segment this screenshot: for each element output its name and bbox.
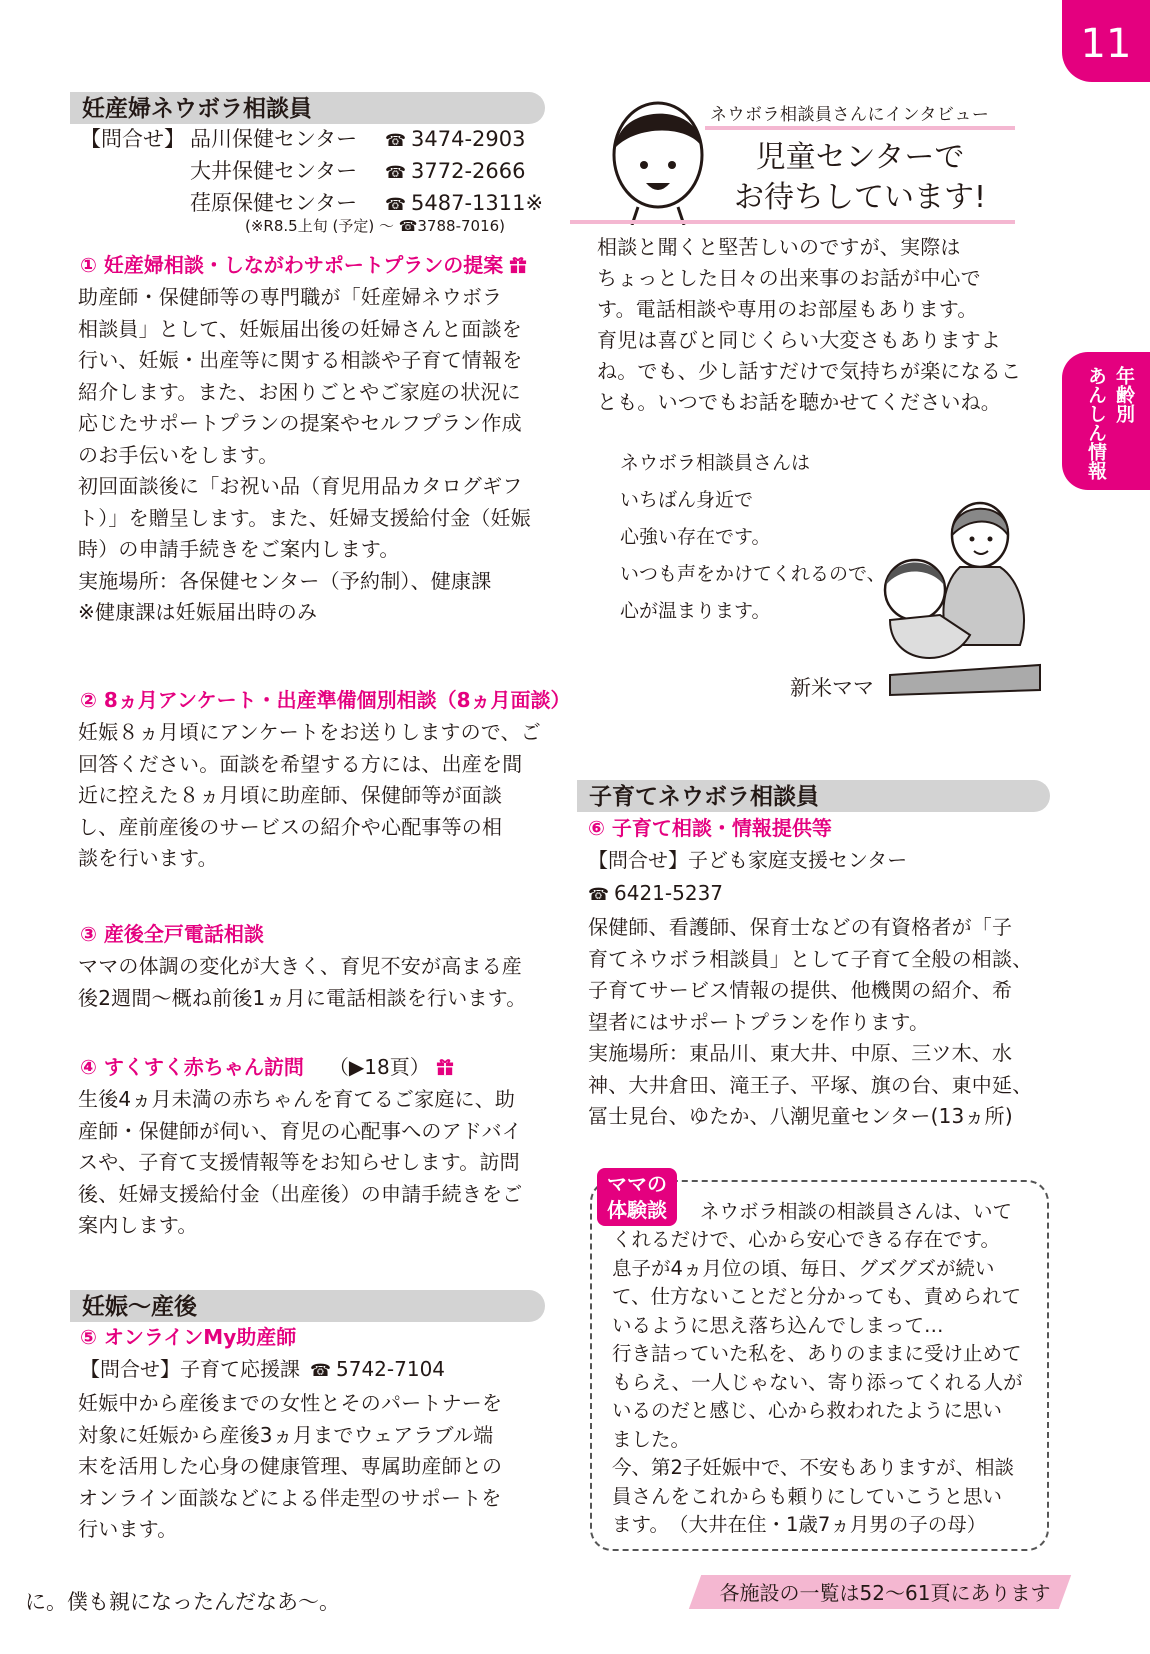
text-line: とも。いつでもお話を聴かせてくださいね。	[597, 390, 1001, 414]
text-line: 育児は喜びと同じくらい大変さもありますよ	[597, 328, 1001, 352]
text-line: 対象に妊娠から産後3ヵ月までウェアラブル端	[78, 1422, 494, 1447]
text-line: 心が温まります。	[620, 600, 771, 622]
item3-title: ③ 産後全戸電話相談	[80, 922, 264, 946]
text-line: 今、第2子妊娠中で、不安もありますが、相談	[612, 1456, 1015, 1479]
text-line: 保健師、看護師、保育士などの有資格者が「子	[588, 915, 1013, 939]
text-line: オンライン面談などによる伴走型のサポートを	[78, 1485, 502, 1510]
text-line: 応じたサポートプランの提案やセルフプラン作成	[78, 411, 522, 435]
text-line: 子育てサービス情報の提供、他機関の紹介、希	[588, 978, 1013, 1002]
page-ref: （▶18頁）	[328, 1055, 430, 1079]
item1-title: ① 妊産婦相談・しながわサポートプランの提案	[80, 250, 527, 280]
pink-rule	[705, 126, 1015, 130]
phone-icon: ☎	[385, 131, 407, 151]
item6-title: ⑥ 子育て相談・情報提供等	[588, 816, 832, 840]
text-line: 妊娠８ヵ月頃にアンケートをお送りしますので、ご	[78, 720, 541, 744]
text-line: 実施場所：東品川、東大井、中原、三ツ木、水	[588, 1041, 1013, 1065]
phone-icon: ☎	[588, 885, 610, 905]
story-body	[612, 1226, 1042, 1540]
text-line: ね。でも、少し話すだけで気持ちが楽になるこ	[597, 359, 1022, 383]
text-line: ます。 （大井在住・1歳7ヵ月男の子の母）	[612, 1513, 987, 1536]
mother-baby-illustration	[870, 495, 1050, 705]
item5-contact: 【問合せ】子育て応援課 ☎ 5742-7104	[80, 1354, 445, 1386]
gift-icon	[436, 1058, 454, 1076]
text-line: 産師・保健師が伺い、育児の心配事へのアドバイ	[78, 1118, 522, 1143]
text-line: 相談員」として、妊娠届出後の妊婦さんと面談を	[78, 316, 522, 341]
mama-story-badge: ママの 体験談	[597, 1168, 677, 1226]
text-line: 相談と聞くと堅苦しいのですが、実際は	[597, 235, 961, 259]
text-line: いちばん身近で	[620, 489, 754, 511]
text-line: 行い、妊娠・出産等に関する相談や子育て情報を	[78, 348, 523, 372]
contact-name-oi: 大井保健センター	[190, 159, 358, 183]
item5-title: ⑤ オンラインMy助産師	[80, 1325, 297, 1349]
section-title-kosodate: 子育てネウボラ相談員	[577, 780, 1050, 812]
phone-icon: ☎	[385, 163, 407, 183]
text-line: 時）の申請手続きをご案内します。	[78, 537, 400, 561]
text-line: 妊娠中から産後までの女性とそのパートナーを	[78, 1391, 503, 1415]
text-line: 望者にはサポートプランを作ります。	[588, 1009, 930, 1034]
text-line: 近に控えた８ヵ月頃に助産師、保健師等が面談	[78, 783, 503, 807]
pink-rule	[570, 220, 1015, 224]
text-line: ネウボラ相談員さんは	[620, 452, 811, 474]
counselor-illustration	[608, 95, 718, 225]
interview-body	[597, 232, 1042, 418]
item6-contact: 【問合せ】子ども家庭支援センター	[588, 848, 908, 872]
mama-handwritten-comment	[620, 445, 886, 630]
side-tab-line1: 年齢別	[1113, 366, 1135, 423]
text-line: いつも声をかけてくれるので、	[620, 563, 886, 585]
item6-tel: ☎ 6421-5237	[588, 878, 723, 910]
text-line: す。電話相談や専用のお部屋もあります。	[597, 297, 978, 321]
contact-label: 【問合せ】	[80, 127, 185, 151]
text-line: ちょっとした日々の出来事のお話が中心で	[597, 266, 981, 290]
text-line: 息子が4ヵ月位の頃、毎日、グズグズが続い	[612, 1256, 995, 1280]
text-line: 後、妊婦支援給付金（出産後）の申請手続きをご	[78, 1181, 523, 1206]
text-line: ※健康課は妊娠届出時のみ	[78, 600, 318, 624]
text-line: 行き詰っていた私を、ありのままに受け止めて	[612, 1342, 1022, 1365]
interview-title: 児童センターで お待ちしています!	[733, 140, 987, 215]
footer-note: 各施設の一覧は52～61頁にあります	[719, 1581, 1051, 1605]
text-line: のお手伝いをします。	[78, 442, 279, 467]
text-line: 末を活用した心身の健康管理、専属助産師との	[78, 1454, 503, 1478]
section-title-pregnancy: 妊娠～産後	[70, 1290, 545, 1322]
text-line: 後2週間～概ね前後1ヵ月に電話相談を行います。	[78, 985, 527, 1010]
text-line: 生後4ヵ月未満の赤ちゃんを育てるご家庭に、助	[78, 1087, 516, 1111]
item1-body	[78, 282, 548, 629]
item2-title: ② 8ヵ月アンケート・出産準備個別相談（8ヵ月面談）	[80, 688, 571, 712]
side-tab-line2: あんしん情報	[1085, 366, 1107, 480]
contact-note: (※R8.5上旬 (予定) ～ ☎3788-7016)	[245, 217, 506, 235]
text-line: もらえ、一人じゃない、寄り添ってくれる人が	[612, 1370, 1023, 1394]
story-first-line: ネウボラ相談の相談員さんは、いて	[700, 1200, 1013, 1223]
contact-tel-ebara: ☎ 5487-1311※	[385, 188, 543, 220]
text-line: し、産前産後のサービスの紹介や心配事等の相	[78, 814, 503, 839]
item3-body	[78, 951, 548, 1014]
contact-name-shinagawa: 品川保健センター	[190, 127, 358, 151]
text-line: 助産師・保健師等の専門職が「妊産婦ネウボラ	[78, 285, 503, 309]
item2-body	[78, 717, 548, 875]
interview-label: ネウボラ相談員さんにインタビュー	[710, 105, 990, 125]
text-line: ました。	[612, 1427, 691, 1451]
text-line: 実施場所：各保健センター（予約制）、健康課	[78, 568, 492, 593]
text-line: 紹介します。また、お困りごとやご家庭の状況に	[78, 379, 521, 404]
phone-icon: ☎	[310, 1361, 332, 1381]
item5-body	[78, 1388, 548, 1546]
page-number: 11	[1062, 0, 1150, 82]
item4-title: ④ すくすく赤ちゃん訪問 （▶18頁）	[80, 1052, 454, 1082]
text-line: 談を行います。	[78, 846, 218, 870]
text-line: 初回面談後に「お祝い品（育児用品カタログギフ	[78, 474, 523, 498]
text-line: いるように思え落ち込んでしまって…	[612, 1313, 944, 1337]
text-line: スや、子育て支援情報等をお知らせします。訪問	[78, 1150, 520, 1174]
text-line: ト）」を贈呈します。また、妊婦支援給付金（妊娠	[78, 505, 531, 530]
item4-body	[78, 1084, 548, 1242]
text-line: 案内します。	[78, 1213, 198, 1237]
text-line: 行います。	[78, 1517, 178, 1541]
text-line: いるのだと感じ、心から救われたように思い	[612, 1399, 1003, 1422]
contact-tel-oi: ☎ 3772-2666	[385, 156, 525, 188]
text-line: くれるだけで、心から安心できる存在です。	[612, 1228, 1001, 1251]
text-line: 冨士見台、ゆたか、八潮児童センター(13ヵ所)	[588, 1104, 1013, 1128]
text-line: 育てネウボラ相談員」として子育て全般の相談、	[588, 946, 1033, 971]
text-line: 心強い存在です。	[620, 526, 771, 548]
contact-name-ebara: 荏原保健センター	[190, 191, 358, 215]
text-line: て、仕方ないことだと分かっても、責められて	[612, 1285, 1022, 1308]
bottom-handwriting: に。僕も親になったんだなあ～。	[25, 1590, 340, 1614]
text-line: 回答ください。面談を希望する方には、出産を間	[78, 751, 523, 776]
item6-body	[588, 912, 1053, 1133]
section-title-ninsanpu: 妊産婦ネウボラ相談員	[70, 92, 545, 124]
side-tab	[1062, 352, 1150, 490]
text-line: 員さんをこれからも頼りにしていこうと思い	[612, 1484, 1003, 1508]
handwritten-signature: 新米ママ	[790, 676, 874, 700]
contact-tel-shinagawa: ☎ 3474-2903	[385, 124, 525, 156]
text-line: ママの体調の変化が大きく、育児不安が高まる産	[78, 954, 522, 978]
phone-icon: ☎	[385, 195, 407, 215]
text-line: 神、大井倉田、滝王子、平塚、旗の台、東中延、	[588, 1072, 1033, 1097]
gift-icon	[509, 256, 527, 274]
